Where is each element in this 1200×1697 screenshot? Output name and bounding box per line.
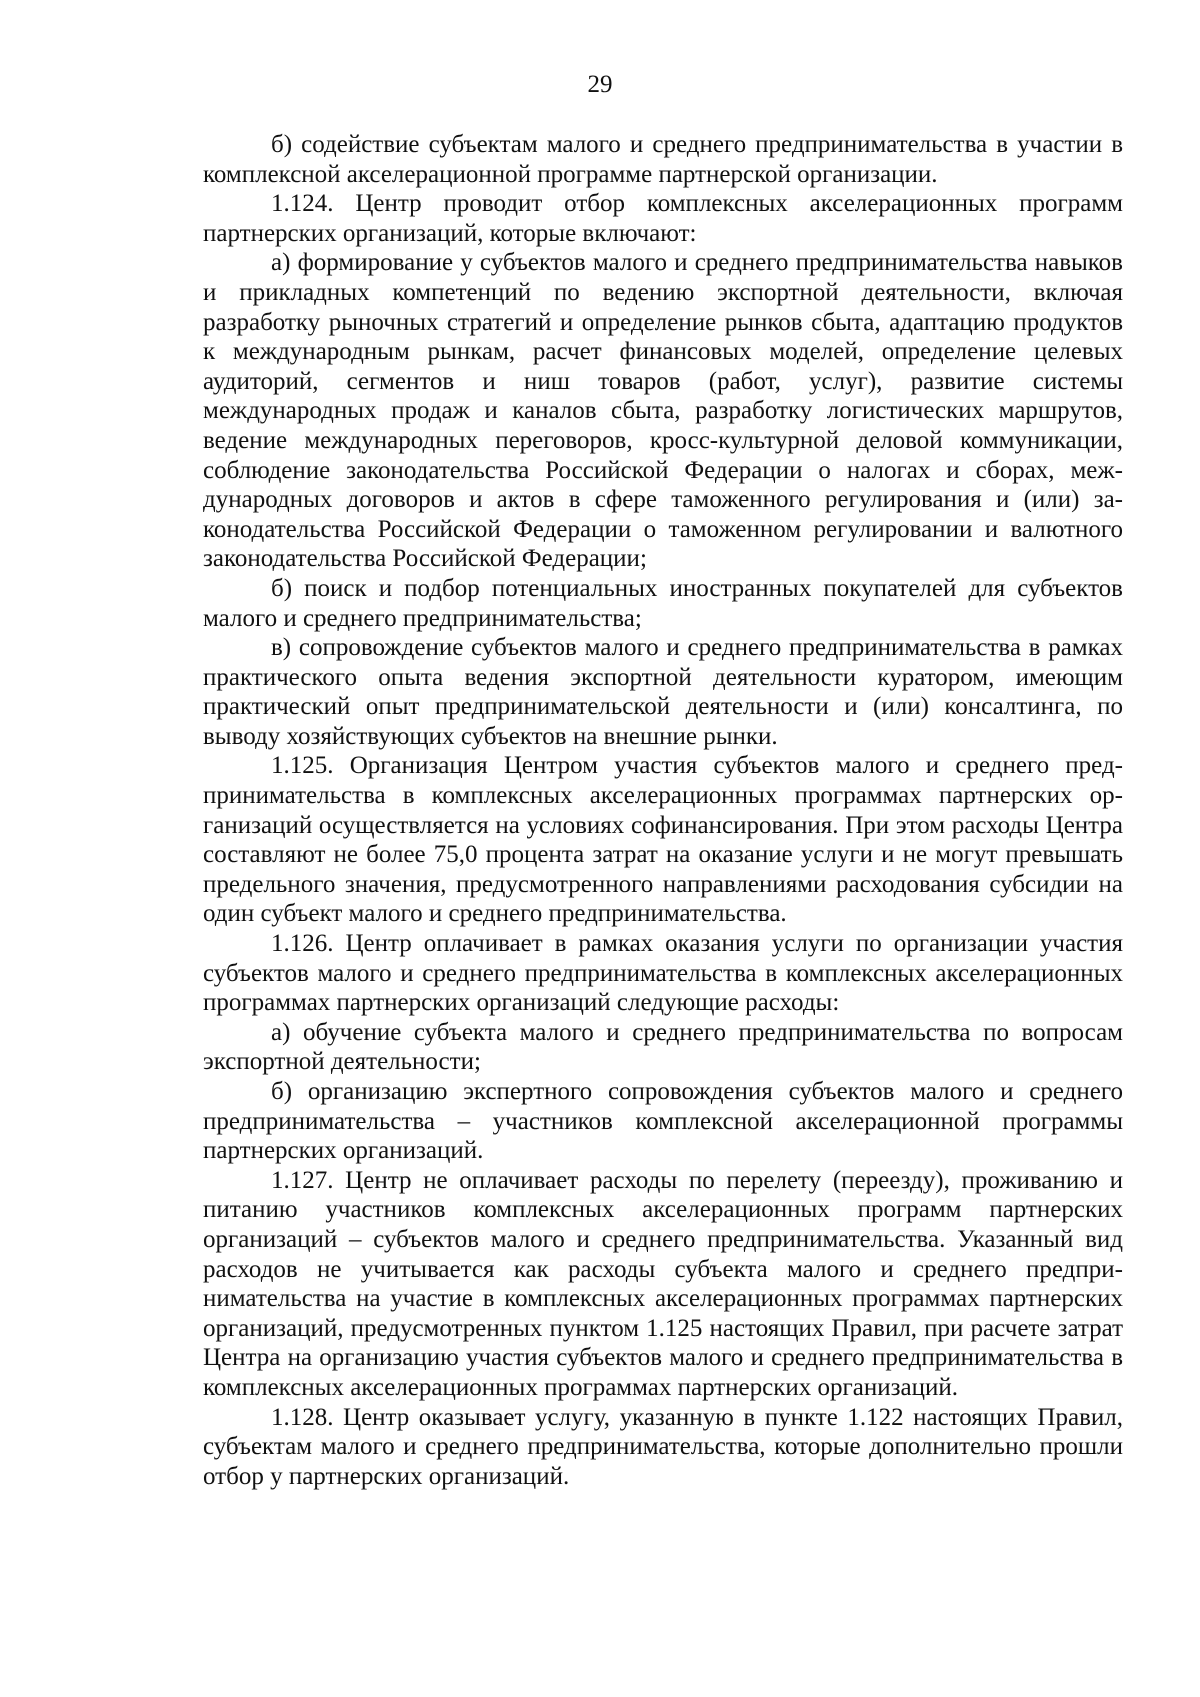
paragraph-1-127: 1.127. Центр не оплачивает расходы по перелету (переезду), проживанию и питанию участников комплексных акселерационных программ партнерских организаций – субъектов малого и среднего предпринимательства. Указанный вид расходов не учитывается как расходы субъекта малого и среднего предпринимательства на участие в комплексных акселерационных программах партнерских организаций, предусмотренных пунктом 1.125 настоящих Правил, при расчете затрат Центра на организацию участия субъектов малого и среднего предпринимательства в комплексных акселерационных программах партнерских организаций.	[203, 1166, 1123, 1401]
paragraph-1-124-b: б) поиск и подбор потенциальных иностранных покупателей для субъектов малого и среднего предпринимательства;	[203, 574, 1123, 632]
paragraph-1-126-a: а) обучение субъекта малого и среднего предпринимательства по вопросам экспортной деятельности;	[203, 1018, 1123, 1076]
paragraph-1-125: 1.125. Организация Центром участия субъектов малого и среднего предпринимательства в комплексных акселерационных программах партнерских организаций осуществляется на условиях софинансирования. При этом расходы Центра составляют не более 75,0 процента затрат на оказание услуги и не могут превышать предельного значения, предусмотренного направлениями расходования субсидии на один субъект малого и среднего предпринимательства.	[203, 752, 1123, 928]
paragraph-1-126-b: б) организацию экспертного сопровождения субъектов малого и среднего предпринимательства – участников комплексной акселерационной программы партнерских организаций.	[203, 1078, 1123, 1165]
paragraph-1-124-v: в) сопровождение субъектов малого и среднего предпринимательства в рамках практического опыта ведения экспортной деятельности куратором, имеющим практический опыт предпринимательской деятельности и (или) консалтинга, по выводу хозяйствующих субъектов на внешние рынки.	[203, 634, 1123, 750]
paragraph-1-124: 1.124. Центр проводит отбор комплексных акселерационных программ партнерских организаций, которые включают:	[203, 190, 1123, 247]
paragraph-1-126: 1.126. Центр оплачивает в рамках оказания услуги по организации участия субъектов малого и среднего предпринимательства в комплексных акселерационных программах партнерских организаций следующие расходы:	[203, 930, 1123, 1017]
paragraph-1-128: 1.128. Центр оказывает услугу, указанную в пункте 1.122 настоящих Правил, субъектам малого и среднего предпринимательства, которые дополнительно прошли отбор у партнерских организаций.	[203, 1403, 1123, 1490]
page-number: 29	[587, 71, 613, 98]
paragraph-1-124-a: а) формирование у субъектов малого и среднего предпринимательства навыков и прикладных компетенций по ведению экспортной деятельности, включая разработку рыночных стратегий и определение рынков сбыта, адаптацию продуктов к международным рынкам, расчет финансовых моделей, определение целевых аудиторий, сегментов и ниш товаров (работ, услуг), развитие системы международных продаж и каналов сбыта, разработку логистических маршрутов, ведение международных переговоров, кросс-культурной деловой коммуникации, соблюдение законодательства Российской Федерации о налогах и сборах, международных договоров и актов в сфере таможенного регулирования и (или) законодательства Российской Федерации о таможенном регулировании и валютного законодательства Российской Федерации;	[203, 249, 1123, 573]
paragraph-b-assistance: б) содействие субъектам малого и среднего предпринимательства в участии в комплексной акселерационной программе партнерской организации.	[203, 131, 1123, 188]
document-body	[203, 130, 1123, 1491]
